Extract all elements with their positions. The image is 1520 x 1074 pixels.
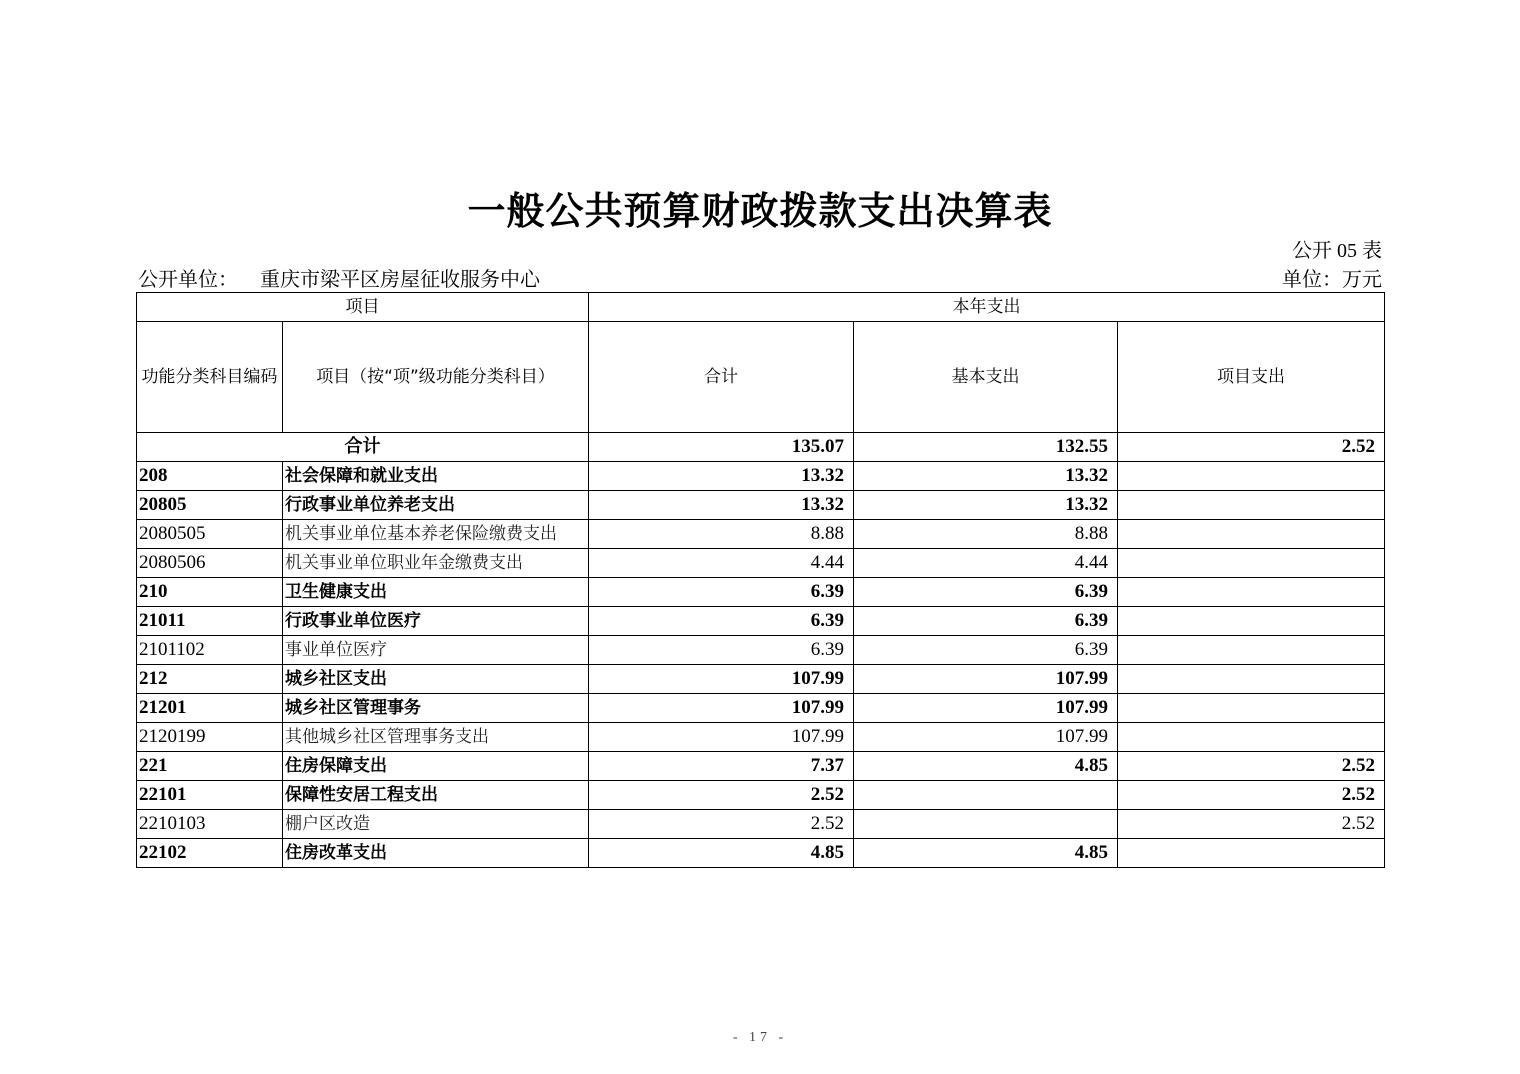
row-basic: 13.32 bbox=[854, 491, 1118, 520]
row-code: 210 bbox=[137, 578, 283, 607]
row-total: 13.32 bbox=[589, 491, 854, 520]
total-total: 135.07 bbox=[589, 433, 854, 462]
row-project bbox=[1118, 607, 1385, 636]
table-row bbox=[137, 607, 1385, 636]
table-row bbox=[137, 549, 1385, 578]
table-number: 公开 05 表 bbox=[1292, 240, 1382, 262]
row-name: 住房改革支出 bbox=[283, 839, 589, 868]
row-total: 6.39 bbox=[589, 578, 854, 607]
row-name: 卫生健康支出 bbox=[283, 578, 589, 607]
row-name: 社会保障和就业支出 bbox=[283, 462, 589, 491]
row-project bbox=[1118, 549, 1385, 578]
table-row bbox=[137, 636, 1385, 665]
row-total: 4.85 bbox=[589, 839, 854, 868]
row-total: 6.39 bbox=[589, 607, 854, 636]
row-name: 城乡社区支出 bbox=[283, 665, 589, 694]
publishing-unit-name: 重庆市梁平区房屋征收服务中心 bbox=[260, 269, 540, 291]
row-code: 2120199 bbox=[137, 723, 283, 752]
header-this-year: 本年支出 bbox=[589, 293, 1385, 322]
row-basic: 107.99 bbox=[854, 694, 1118, 723]
table-row bbox=[137, 462, 1385, 491]
page-title: 一般公共预算财政拨款支出决算表 bbox=[467, 188, 1053, 233]
expenditure-table bbox=[136, 292, 1385, 868]
header-project-expenditure: 项目支出 bbox=[1118, 322, 1385, 433]
table-row bbox=[137, 520, 1385, 549]
table-row bbox=[137, 810, 1385, 839]
header-name: 项目（按“项”级功能分类科目） bbox=[283, 322, 589, 433]
row-project bbox=[1118, 694, 1385, 723]
table-row bbox=[137, 839, 1385, 868]
row-total: 7.37 bbox=[589, 752, 854, 781]
header-row-2 bbox=[137, 322, 1385, 433]
header-basic: 基本支出 bbox=[854, 322, 1118, 433]
row-code: 20805 bbox=[137, 491, 283, 520]
row-project bbox=[1118, 723, 1385, 752]
row-code: 21201 bbox=[137, 694, 283, 723]
row-project: 2.52 bbox=[1118, 752, 1385, 781]
row-basic: 6.39 bbox=[854, 607, 1118, 636]
table-row bbox=[137, 723, 1385, 752]
row-project bbox=[1118, 462, 1385, 491]
money-unit: 单位：万元 bbox=[1282, 269, 1382, 291]
row-basic bbox=[854, 781, 1118, 810]
row-total: 4.44 bbox=[589, 549, 854, 578]
row-name: 棚户区改造 bbox=[283, 810, 589, 839]
total-project: 2.52 bbox=[1118, 433, 1385, 462]
row-basic: 8.88 bbox=[854, 520, 1118, 549]
row-code: 2080506 bbox=[137, 549, 283, 578]
table-row bbox=[137, 781, 1385, 810]
row-project bbox=[1118, 520, 1385, 549]
publishing-unit bbox=[138, 263, 540, 292]
row-code: 2210103 bbox=[137, 810, 283, 839]
row-project bbox=[1118, 636, 1385, 665]
row-code: 22101 bbox=[137, 781, 283, 810]
table-row bbox=[137, 694, 1385, 723]
row-name: 住房保障支出 bbox=[283, 752, 589, 781]
row-name: 行政事业单位养老支出 bbox=[283, 491, 589, 520]
row-basic: 4.85 bbox=[854, 839, 1118, 868]
row-basic: 6.39 bbox=[854, 636, 1118, 665]
table-row bbox=[137, 578, 1385, 607]
row-name: 保障性安居工程支出 bbox=[283, 781, 589, 810]
row-code: 221 bbox=[137, 752, 283, 781]
total-basic: 132.55 bbox=[854, 433, 1118, 462]
row-total: 6.39 bbox=[589, 636, 854, 665]
table-row bbox=[137, 752, 1385, 781]
total-label: 合计 bbox=[137, 433, 589, 462]
row-code: 2101102 bbox=[137, 636, 283, 665]
row-project: 2.52 bbox=[1118, 781, 1385, 810]
row-name: 事业单位医疗 bbox=[283, 636, 589, 665]
row-project bbox=[1118, 839, 1385, 868]
header-total: 合计 bbox=[589, 322, 854, 433]
row-name: 机关事业单位基本养老保险缴费支出 bbox=[283, 520, 589, 549]
header-code: 功能分类科目编码 bbox=[137, 322, 283, 433]
publishing-unit-label: 公开单位： bbox=[138, 269, 238, 291]
row-code: 2080505 bbox=[137, 520, 283, 549]
row-basic: 107.99 bbox=[854, 665, 1118, 694]
table-row bbox=[137, 491, 1385, 520]
row-total: 107.99 bbox=[589, 665, 854, 694]
row-name: 其他城乡社区管理事务支出 bbox=[283, 723, 589, 752]
row-code: 21011 bbox=[137, 607, 283, 636]
row-total: 2.52 bbox=[589, 810, 854, 839]
row-basic: 4.44 bbox=[854, 549, 1118, 578]
row-basic: 13.32 bbox=[854, 462, 1118, 491]
table-row bbox=[137, 665, 1385, 694]
page-number: - 17 - bbox=[732, 1030, 788, 1045]
total-row bbox=[137, 433, 1385, 462]
header-row-1 bbox=[137, 293, 1385, 322]
row-code: 22102 bbox=[137, 839, 283, 868]
row-name: 城乡社区管理事务 bbox=[283, 694, 589, 723]
header-project: 项目 bbox=[137, 293, 589, 322]
row-name: 机关事业单位职业年金缴费支出 bbox=[283, 549, 589, 578]
row-total: 107.99 bbox=[589, 694, 854, 723]
row-name: 行政事业单位医疗 bbox=[283, 607, 589, 636]
row-code: 212 bbox=[137, 665, 283, 694]
row-total: 2.52 bbox=[589, 781, 854, 810]
row-basic: 6.39 bbox=[854, 578, 1118, 607]
row-total: 13.32 bbox=[589, 462, 854, 491]
row-basic: 107.99 bbox=[854, 723, 1118, 752]
row-total: 107.99 bbox=[589, 723, 854, 752]
row-code: 208 bbox=[137, 462, 283, 491]
row-project bbox=[1118, 665, 1385, 694]
row-project bbox=[1118, 491, 1385, 520]
row-basic: 4.85 bbox=[854, 752, 1118, 781]
row-basic bbox=[854, 810, 1118, 839]
row-project bbox=[1118, 578, 1385, 607]
row-total: 8.88 bbox=[589, 520, 854, 549]
row-project: 2.52 bbox=[1118, 810, 1385, 839]
